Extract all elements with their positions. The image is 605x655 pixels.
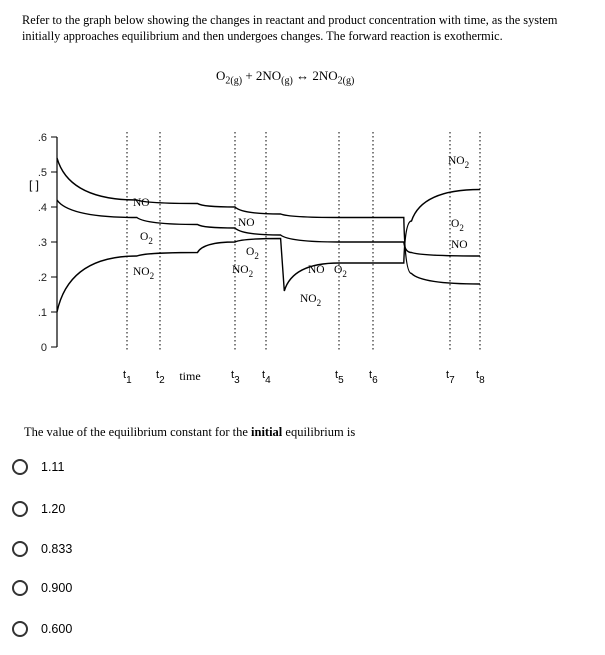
curve-label-no: NO [238,217,255,229]
product-no2-state: 2(g) [337,75,355,87]
y-tick-label: .5 [37,167,47,179]
question-text-before: The value of the equilibrium constant for the [24,425,252,439]
option-label: 1.20 [41,502,66,516]
question-text-after: equilibrium is [282,425,356,439]
time-tick-label: t4 [262,369,271,386]
question-prompt: Refer to the graph below showing the changes in reactant and product concentration with time, as the system initially approaches equilibrium and then undergoes changes. The forward reaction is exothermic. [22,13,558,43]
reactant-no: + 2NO [242,68,282,83]
series-line-no2 [57,190,480,313]
question-text-bold: initial [251,425,283,439]
curve-label-no2: $NO_2$ [448,155,470,170]
time-tick-label: t6 [369,369,378,386]
curve-label-no: NO [308,264,325,276]
option-2[interactable] [12,501,65,517]
y-tick-label: .4 [37,202,47,214]
curve-label-no2: $NO_2$ [232,264,254,279]
y-tick-label: 0 [40,342,47,354]
question-text [24,425,355,440]
y-tick-label: .1 [37,307,47,319]
curve-label-no2: $NO_2$ [133,266,155,281]
radio-icon[interactable] [12,621,28,637]
reactant-o2-state: 2(g) [225,75,243,87]
curve-label-o2: $O_2$ [451,218,464,233]
option-label: 0.900 [41,581,73,595]
option-5[interactable] [12,621,72,637]
radio-icon[interactable] [12,501,28,517]
option-label: 1.11 [41,460,65,474]
time-tick-label: t3 [231,369,240,386]
curve-label-o2: $O_2$ [246,246,259,261]
y-tick-label: .2 [37,272,47,284]
option-label: 0.833 [41,542,73,556]
time-tick-label: t7 [446,369,455,386]
radio-icon[interactable] [12,459,28,475]
time-tick-label: t2 [156,369,165,386]
option-4[interactable] [12,580,72,596]
curve-label-no: NO [451,239,468,251]
curve-label-o2: $O_2$ [334,264,347,279]
y-tick-label: .3 [37,237,47,249]
reactant-no-state: (g) [281,75,293,87]
radio-icon[interactable] [12,541,28,557]
product-no2: 2NO [312,68,338,83]
time-tick-label: t5 [335,369,344,386]
radio-icon[interactable] [12,580,28,596]
time-tick-label: t8 [476,369,485,386]
curve-label-no2: $NO_2$ [300,293,322,308]
y-axis-label: [ ] [28,178,40,192]
curve-label-no: NO [133,197,150,209]
series-line-no [57,158,480,284]
option-1[interactable] [12,459,64,475]
reactant-o2: O [216,68,226,83]
option-3[interactable] [12,541,72,557]
series-line-o2 [57,200,480,256]
x-axis-label: time [179,369,201,383]
equilibrium-arrow: ↔ [292,68,313,83]
curve-label-o2: $O_2$ [140,231,153,246]
option-label: 0.600 [41,622,73,636]
time-tick-label: t1 [123,369,132,386]
y-tick-label: .6 [37,132,47,144]
